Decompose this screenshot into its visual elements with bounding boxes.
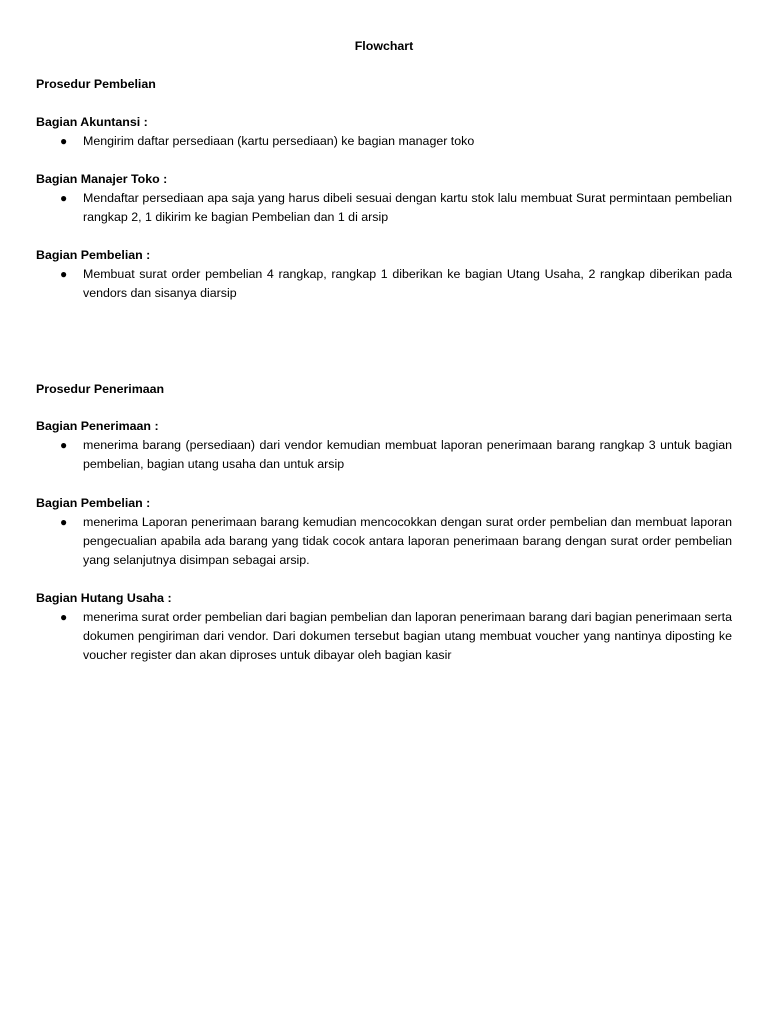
list-item-text: Membuat surat order pembelian 4 rangkap, rangkap 1 diberikan ke bagian Utang Usaha, 2 rangkap diberikan pada vendors dan sisanya diarsip bbox=[83, 267, 732, 300]
role-heading: Bagian Pembelian : bbox=[36, 496, 151, 510]
role-heading: Bagian Manajer Toko : bbox=[36, 172, 168, 186]
role-heading: Bagian Pembelian : bbox=[36, 248, 151, 262]
bullet-dot-icon: ● bbox=[60, 134, 68, 148]
bullet-list bbox=[36, 189, 732, 227]
role-block-manajer-toko bbox=[36, 170, 732, 227]
bullet-list bbox=[36, 513, 732, 570]
list-item bbox=[36, 513, 732, 570]
section-heading: Prosedur Penerimaan bbox=[36, 382, 165, 396]
bullet-list bbox=[36, 608, 732, 665]
section-prosedur-pembelian bbox=[36, 75, 732, 94]
bullet-dot-icon: ● bbox=[60, 191, 68, 205]
role-block-hutang-usaha bbox=[36, 589, 732, 665]
list-item bbox=[36, 608, 732, 665]
role-heading: Bagian Penerimaan : bbox=[36, 419, 159, 433]
role-heading: Bagian Hutang Usaha : bbox=[36, 591, 172, 605]
list-item bbox=[36, 436, 732, 474]
bullet-dot-icon: ● bbox=[60, 438, 68, 452]
list-item bbox=[36, 189, 732, 227]
bullet-dot-icon: ● bbox=[60, 515, 68, 529]
bullet-list bbox=[36, 265, 732, 303]
bullet-list bbox=[36, 436, 732, 474]
section-heading: Prosedur Pembelian bbox=[36, 77, 156, 91]
bullet-list bbox=[36, 132, 732, 151]
role-heading: Bagian Akuntansi : bbox=[36, 115, 148, 129]
role-block-penerimaan bbox=[36, 417, 732, 474]
list-item-text: menerima Laporan penerimaan barang kemudian mencocokkan dengan surat order pembelian dan membuat laporan pengecualian apabila ada barang yang tidak cocok antara laporan penerimaan barang dengan surat order pembelian yang selanjutnya disimpan sebagai arsip. bbox=[83, 515, 732, 567]
document-title: Flowchart bbox=[354, 39, 414, 53]
list-item-text: Mengirim daftar persediaan (kartu persediaan) ke bagian manager toko bbox=[83, 134, 475, 148]
list-item-text: menerima surat order pembelian dari bagian pembelian dan laporan penerimaan barang dari bagian penerimaan serta dokumen pengiriman dari vendor. Dari dokumen tersebut bagian utang membuat voucher yang nantinya diposting ke voucher register dan akan diproses untuk dibayar oleh bagian kasir bbox=[83, 610, 732, 662]
list-item-text: menerima barang (persediaan) dari vendor kemudian membuat laporan penerimaan barang rangkap 3 untuk bagian pembelian, bagian utang usaha dan untuk arsip bbox=[83, 438, 732, 471]
list-item bbox=[36, 265, 732, 303]
role-block-pembelian-2 bbox=[36, 494, 732, 570]
list-item bbox=[36, 132, 732, 151]
bullet-dot-icon: ● bbox=[60, 267, 68, 281]
bullet-dot-icon: ● bbox=[60, 610, 68, 624]
role-block-akuntansi bbox=[36, 113, 732, 151]
section-prosedur-penerimaan bbox=[36, 380, 732, 399]
role-block-pembelian bbox=[36, 246, 732, 303]
list-item-text: Mendaftar persediaan apa saja yang harus dibeli sesuai dengan kartu stok lalu membuat Surat permintaan pembelian rangkap 2, 1 dikirim ke bagian Pembelian dan 1 di arsip bbox=[83, 191, 732, 224]
